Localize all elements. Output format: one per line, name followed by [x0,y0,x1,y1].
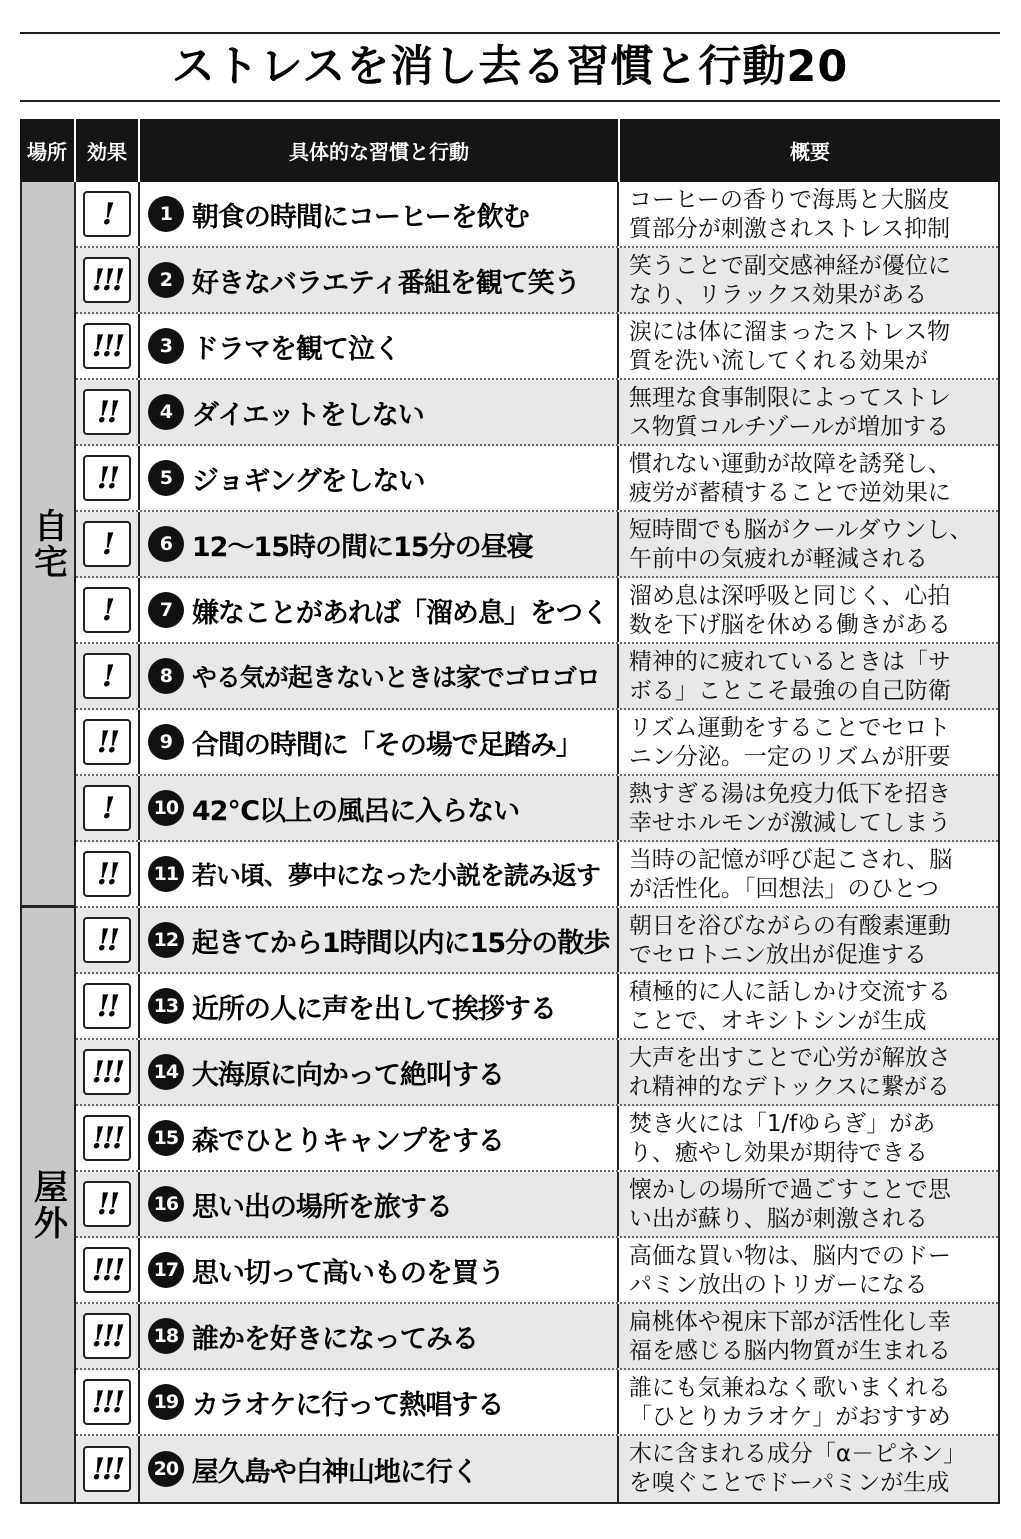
item-number-badge: 13 [148,988,184,1024]
effect-rating-badge: !! [83,917,131,963]
effect-cell [76,1304,140,1368]
effect-cell [76,1040,140,1104]
item-number-badge: 10 [148,790,184,826]
summary-cell [619,644,998,708]
action-text: 嫌なことがあれば「溜め息」をつく [191,597,608,629]
effect-rating-badge: !!! [83,257,131,303]
item-number-badge: 1 [148,196,184,232]
summary-line: 疲労が蓄積することで逆効果に [628,480,951,506]
summary-line: 質を洗い流してくれる効果が [628,348,928,374]
summary-line: パミン放出のトリガーになる [628,1272,928,1298]
table-row [76,512,998,578]
effect-rating-badge: !!! [83,323,131,369]
summary-line: ス物質コルチゾールが増加する [628,414,949,440]
summary-cell [619,1436,998,1502]
effect-cell [76,512,140,576]
effect-cell [76,1172,140,1236]
summary-cell [619,578,998,642]
action-cell [140,446,619,510]
table-row [76,1040,998,1106]
item-number-badge: 9 [148,724,184,760]
action-text: 42℃以上の風呂に入らない [191,795,520,827]
item-number-badge: 19 [148,1384,184,1420]
item-number-badge: 17 [148,1252,184,1288]
effect-cell [76,578,140,642]
action-text: 誰かを好きになってみる [191,1323,478,1355]
summary-line: なり、リラックス効果がある [628,282,928,308]
summary-cell [619,776,998,840]
effect-cell [76,644,140,708]
item-number-badge: 2 [148,262,184,298]
summary-line: 短時間でも脳がクールダウンし、 [628,517,973,543]
item-number-badge: 15 [148,1120,184,1156]
table-row [76,842,998,908]
action-text: 思い切って高いものを買う [191,1257,504,1289]
summary-line: れ精神的なデトックスに繋がる [628,1074,950,1100]
item-number-badge: 18 [148,1318,184,1354]
table-row [76,248,998,314]
table-row [76,1172,998,1238]
effect-rating-badge: !!! [83,1115,131,1161]
effect-cell [76,380,140,444]
item-number-badge: 12 [148,922,184,958]
summary-cell [619,380,998,444]
table-row [76,908,998,974]
action-cell [140,1436,619,1502]
effect-cell [76,1106,140,1170]
effect-rating-badge: !!! [83,1313,131,1359]
action-cell [140,710,619,774]
summary-cell [619,974,998,1038]
item-number-badge: 3 [148,328,184,364]
action-text: ジョギングをしない [191,465,425,497]
summary-line: を嗅ぐことでドーパミンが生成 [628,1470,950,1496]
summary-line: い出が蘇り、脳が刺激される [628,1206,928,1232]
table-row [76,446,998,512]
summary-line: 笑うことで副交感神経が優位に [628,253,951,279]
summary-line: 幸せホルモンが激減してしまう [628,810,951,836]
action-cell [140,182,619,246]
summary-cell [619,1238,998,1302]
summary-line: 当時の記憶が呼び起こされ、脳 [628,847,953,873]
table-row [76,578,998,644]
summary-line: 質部分が刺激されストレス抑制 [628,216,951,242]
summary-line: コーヒーの香りで海馬と大脳皮 [628,187,950,213]
item-number-badge: 8 [148,658,184,694]
table-row [76,182,998,248]
action-cell [140,1106,619,1170]
effect-cell [76,1436,140,1502]
action-cell [140,1040,619,1104]
action-cell [140,314,619,378]
header-action: 具体的な習慣と行動 [140,119,620,182]
effect-rating-badge: !!! [83,1446,131,1492]
summary-line: ニン分泌。一定のリズムが肝要 [628,744,951,770]
table-header [20,119,1000,182]
effect-cell [76,182,140,246]
action-text: 近所の人に声を出して挨拶する [191,993,556,1025]
effect-rating-badge: ! [83,521,131,567]
action-text: やる気が起きないときは家でゴロゴロ [191,663,600,692]
summary-line: ことで、オキシトシンが生成 [628,1008,927,1034]
summary-cell [619,1106,998,1170]
table-row [76,1436,998,1502]
effect-rating-badge: !! [83,389,131,435]
effect-cell [76,974,140,1038]
effect-rating-badge: !!! [83,1379,131,1425]
summary-cell [619,1370,998,1434]
effect-cell [76,776,140,840]
summary-line: 福を感じる脳内物質が生まれる [628,1338,951,1364]
summary-line: 大声を出すことで心労が解放さ [628,1045,951,1071]
title-top-rule [20,32,1000,34]
page-title: ストレスを消し去る習慣と行動20 [171,42,849,92]
summary-cell [619,710,998,774]
summary-cell [619,182,998,246]
header-place: 場所 [20,119,76,182]
place-home-label: 自宅 [27,507,68,580]
summary-line: 溜め息は深呼吸と同じく、心拍 [628,583,951,609]
effect-rating-badge: ! [83,587,131,633]
summary-cell [619,842,998,906]
action-cell [140,1304,619,1368]
summary-line: 積極的に人に話しかけ交流する [628,979,951,1005]
action-text: 起きてから1時間以内に15分の散歩 [191,927,610,959]
effect-rating-badge: !! [83,719,131,765]
header-effect: 効果 [76,119,140,182]
summary-line: 焚き火には「1/fゆらぎ」があ [628,1111,936,1137]
summary-line: 懐かしの場所で過ごすことで思 [628,1177,951,1203]
summary-line: 高価な買い物は、脳内でのドー [628,1243,951,1269]
item-number-badge: 16 [148,1186,184,1222]
summary-line: でセロトニン放出が促進する [628,942,927,968]
item-number-badge: 11 [148,856,184,892]
action-text: 屋久島や白神山地に行く [191,1456,478,1488]
action-cell [140,1370,619,1434]
action-cell [140,512,619,576]
summary-line: 数を下げ脳を休める働きがある [628,612,951,638]
summary-line: 誰にも気兼ねなく歌いまくれる [628,1375,951,1401]
item-number-badge: 14 [148,1054,184,1090]
summary-line: 精神的に疲れているときは「サ [628,649,951,675]
effect-rating-badge: !!! [83,1247,131,1293]
summary-line: 木に含まれる成分「α－ピネン」 [628,1441,966,1467]
action-text: 好きなバラエティ番組を観て笑う [191,267,580,299]
summary-cell [619,1172,998,1236]
effect-cell [76,842,140,906]
header-summary: 概要 [790,140,830,164]
action-text: 12〜15時の間に15分の昼寝 [191,531,533,563]
summary-line: 扁桃体や視床下部が活性化し幸 [628,1309,951,1335]
effect-cell [76,908,140,972]
effect-cell [76,446,140,510]
effect-rating-badge: ! [83,653,131,699]
summary-cell [619,446,998,510]
action-text: 大海原に向かって絶叫する [191,1059,504,1091]
summary-line: 無理な食事制限によってストレ [628,385,951,411]
action-cell [140,974,619,1038]
effect-rating-badge: !! [83,1181,131,1227]
action-text: 朝食の時間にコーヒーを飲む [191,201,529,233]
effect-rating-badge: ! [83,785,131,831]
place-home [22,182,76,908]
habits-table [20,119,1000,1504]
item-number-badge: 6 [148,526,184,562]
action-cell [140,644,619,708]
table-row [76,1304,998,1370]
place-outdoor [22,908,76,1502]
item-number-badge: 7 [148,592,184,628]
summary-line: リズム運動をすることでセロト [628,715,951,741]
summary-cell [619,1304,998,1368]
place-outdoor-label: 屋外 [27,1169,68,1241]
effect-rating-badge: !! [83,455,131,501]
action-text: 若い頃、夢中になった小説を読み返す [191,861,600,890]
summary-line: り、癒やし効果が期待できる [628,1140,928,1166]
table-row [76,1106,998,1172]
summary-line: ボる」ことこそ最強の自己防衛 [628,678,951,704]
table-row [76,1238,998,1304]
item-number-badge: 4 [148,394,184,430]
summary-cell [619,512,998,576]
action-text: 合間の時間に「その場で足踏み」 [191,729,582,761]
summary-line: 慣れない運動が故障を誘発し、 [628,451,951,477]
table-row [76,974,998,1040]
item-number-badge: 20 [148,1451,184,1487]
summary-cell [619,1040,998,1104]
action-cell [140,908,619,972]
table-row [76,380,998,446]
summary-line: 朝日を浴びながらの有酸素運動 [628,913,951,939]
effect-rating-badge: !! [83,851,131,897]
action-cell [140,1238,619,1302]
action-text: 思い出の場所を旅する [191,1191,452,1223]
action-text: 森でひとりキャンプをする [191,1125,504,1157]
action-text: ドラマを観て泣く [191,333,400,365]
title-bottom-rule [20,100,1000,102]
summary-cell [619,248,998,312]
summary-cell [619,314,998,378]
summary-line: 「ひとりカラオケ」がおすすめ [628,1404,951,1430]
summary-line: 熱すぎる湯は免疫力低下を招き [628,781,951,807]
effect-rating-badge: !! [83,983,131,1029]
action-cell [140,248,619,312]
action-text: ダイエットをしない [191,399,424,431]
action-cell [140,380,619,444]
summary-cell [619,908,998,972]
action-text: カラオケに行って熱唱する [191,1389,504,1421]
table-row [76,1370,998,1436]
table-body [20,182,1000,1504]
table-row [76,644,998,710]
effect-cell [76,314,140,378]
action-cell [140,1172,619,1236]
effect-cell [76,1370,140,1434]
effect-rating-badge: ! [83,191,131,237]
summary-line: が活性化。「回想法」のひとつ [628,876,939,902]
action-cell [140,842,619,906]
summary-line: 涙には体に溜まったストレス物 [628,319,951,345]
table-row [76,314,998,380]
item-number-badge: 5 [148,460,184,496]
effect-cell [76,710,140,774]
action-cell [140,776,619,840]
effect-cell [76,248,140,312]
effect-cell [76,1238,140,1302]
table-row [76,776,998,842]
summary-line: 午前中の気疲れが軽減される [628,546,928,572]
action-cell [140,578,619,642]
effect-rating-badge: !!! [83,1049,131,1095]
table-row [76,710,998,776]
